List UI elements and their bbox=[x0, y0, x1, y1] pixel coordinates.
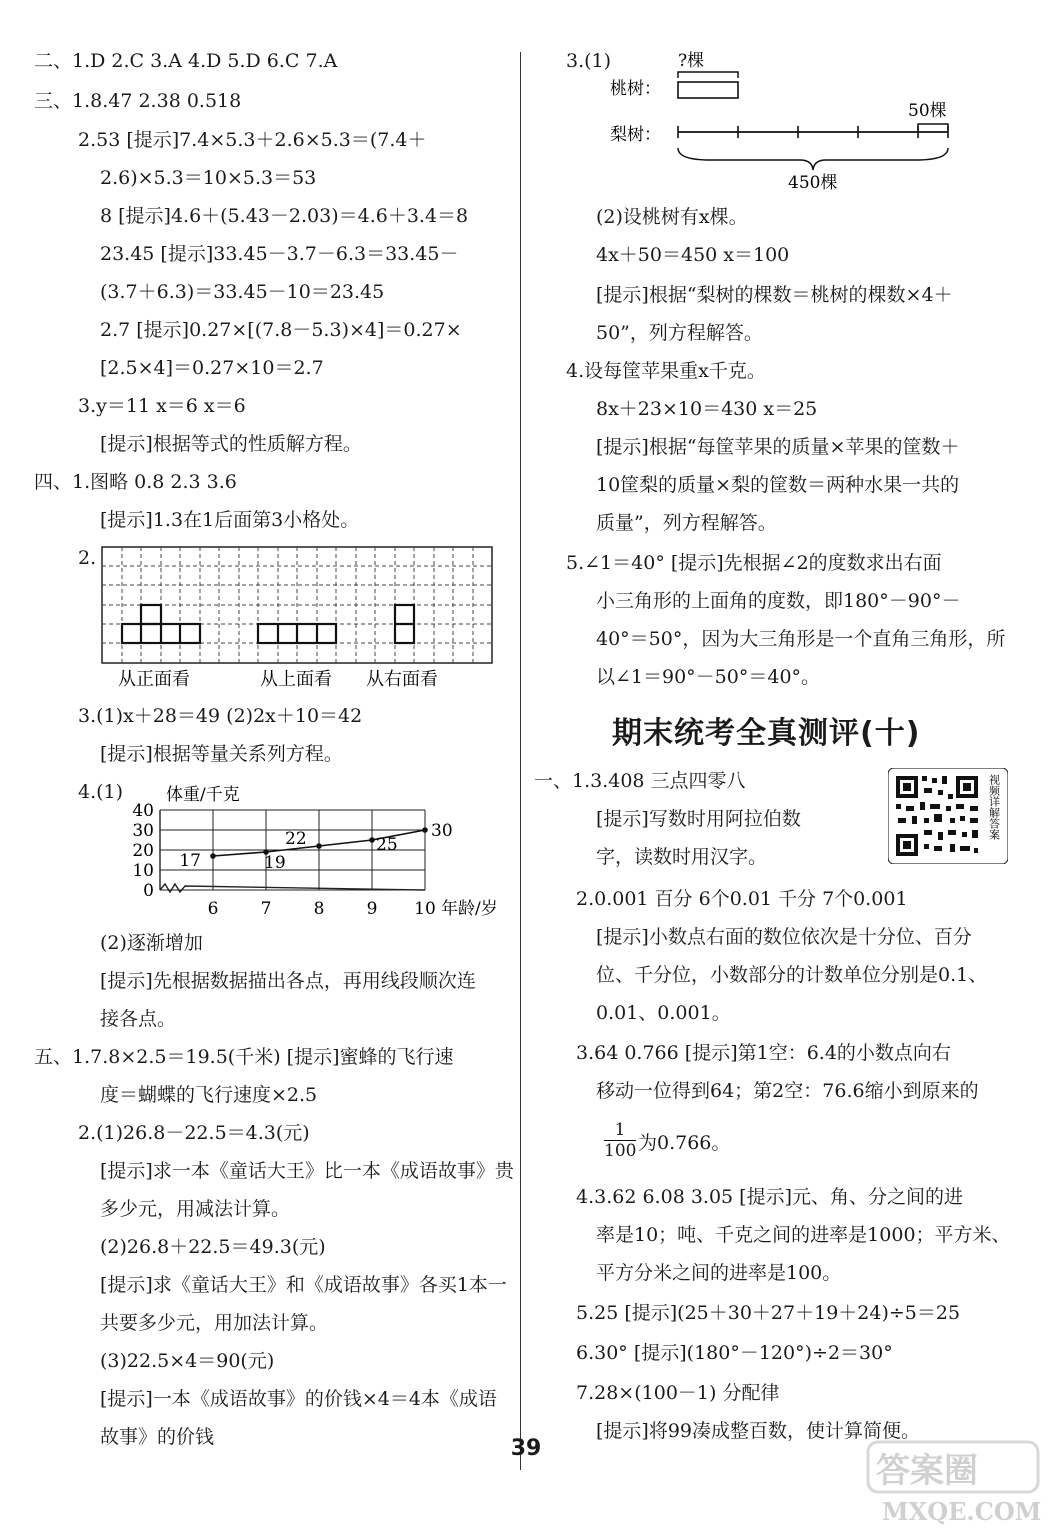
three-views-figure bbox=[100, 545, 500, 695]
pear-label: 梨树： bbox=[610, 125, 661, 145]
page-number: 39 bbox=[510, 1436, 542, 1461]
answer-line: 2.7 [提示]0.27×[(7.8－5.3)×4]＝0.27× bbox=[100, 319, 462, 341]
hint-line: 为0.766。 bbox=[638, 1132, 731, 1154]
answer-line: (3)22.5×4＝90(元) bbox=[100, 1350, 275, 1372]
y-axis-label: 体重/千克 bbox=[166, 785, 240, 805]
top-view-label: 从上面看 bbox=[260, 669, 332, 690]
answer-line: 4.设每筐苹果重x千克。 bbox=[566, 360, 766, 382]
fraction-numerator: 1 bbox=[614, 1120, 626, 1140]
hint-line: 接各点。 bbox=[100, 1008, 177, 1030]
hint-line: [提示]求《童话大王》和《成语故事》各买1本一 bbox=[100, 1274, 507, 1296]
answer-line: 2.0.001 百分 6个0.01 千分 7个0.001 bbox=[576, 888, 908, 910]
hint-line: 40°＝50°，因为大三角形是一个直角三角形，所 bbox=[596, 628, 1006, 650]
answer-line: 一、1.3.408 三点四零八 bbox=[534, 770, 746, 792]
watermark-logo bbox=[862, 1438, 1042, 1528]
answer-line: 2.(1)26.8－22.5＝4.3(元) bbox=[78, 1122, 310, 1144]
hint-line: [提示]根据“梨树的棵数＝桃树的棵数×4＋ bbox=[596, 284, 953, 306]
answer-line: (2)设桃树有x棵。 bbox=[596, 206, 748, 228]
hint-line: [提示]求一本《童话大王》比一本《成语故事》贵 bbox=[100, 1160, 514, 1182]
answer-line: 4.3.62 6.08 3.05 [提示]元、角、分之间的进 bbox=[576, 1186, 963, 1208]
hint-line: 共要多少元，用加法计算。 bbox=[100, 1312, 329, 1334]
hint-line: 50”，列方程解答。 bbox=[596, 322, 763, 344]
qr-code[interactable] bbox=[888, 768, 1008, 864]
x-tick-label: 9 bbox=[366, 899, 378, 918]
hint-line: 位、千分位，小数部分的计数单位分别是0.1、 bbox=[596, 964, 988, 986]
total-brace bbox=[678, 148, 948, 170]
tree-segment-diagram bbox=[600, 44, 980, 194]
hint-line: 以∠1＝90°－50°＝40°。 bbox=[596, 666, 821, 688]
answer-line: 3.64 0.766 [提示]第1空：6.4的小数点向右 bbox=[576, 1042, 951, 1064]
hint-line: 0.01、0.001。 bbox=[596, 1002, 731, 1024]
answer-line: (2)逐渐增加 bbox=[100, 932, 203, 954]
answer-line: 5.∠1＝40° [提示]先根据∠2的度数求出右面 bbox=[566, 552, 942, 574]
answer-line: 5.25 [提示](25＋30＋27＋19＋24)÷5＝25 bbox=[576, 1302, 961, 1324]
x-axis bbox=[160, 884, 425, 892]
y-tick-label: 0 bbox=[143, 881, 154, 901]
answer-line: 4.(1) bbox=[78, 781, 124, 803]
answer-line: 度＝蝴蝶的飞行速度×2.5 bbox=[100, 1084, 318, 1106]
x-tick-label: 10 bbox=[414, 899, 436, 918]
answer-line: 二、1.D 2.C 3.A 4.D 5.D 6.C 7.A bbox=[34, 50, 338, 72]
data-label: 17 bbox=[179, 851, 201, 871]
unknown-label: ?棵 bbox=[678, 51, 705, 71]
data-point bbox=[210, 853, 216, 859]
qr-caption: 视频详解答案 bbox=[987, 774, 1001, 840]
peach-bar bbox=[678, 82, 738, 98]
y-tick-label: 40 bbox=[132, 801, 154, 821]
hint-line: 质量”，列方程解答。 bbox=[596, 512, 777, 534]
hint-line: [提示]根据等式的性质解方程。 bbox=[100, 433, 362, 455]
y-tick-label: 30 bbox=[132, 821, 154, 841]
answer-line: 3.(1) bbox=[566, 50, 612, 72]
hint-line: [提示]1.3在1后面第3小格处。 bbox=[100, 509, 360, 531]
extra-label: 50棵 bbox=[908, 101, 947, 121]
answer-line: 8 [提示]4.6＋(5.43－2.03)＝4.6＋3.4＝8 bbox=[100, 205, 469, 227]
peach-label: 桃树： bbox=[610, 79, 661, 99]
data-label: 19 bbox=[264, 853, 286, 873]
hint-line: [提示]写数时用阿拉伯数 bbox=[596, 808, 801, 830]
hint-line: [提示]根据等量关系列方程。 bbox=[100, 743, 343, 765]
x-axis-label: 年龄/岁 bbox=[441, 899, 498, 918]
weight-line-chart bbox=[120, 778, 515, 918]
answer-line: 23.45 [提示]33.45－3.7－6.3＝33.45－ bbox=[100, 243, 459, 265]
data-label: 22 bbox=[285, 829, 307, 849]
hint-line: 故事》的价钱 bbox=[100, 1426, 215, 1448]
data-point bbox=[369, 837, 375, 843]
answer-line: 2.6)×5.3＝10×5.3＝53 bbox=[100, 167, 317, 189]
hint-line: 平方分米之间的进率是100。 bbox=[596, 1262, 842, 1284]
answer-line: (3.7＋6.3)＝33.45－10＝23.45 bbox=[100, 281, 385, 303]
fraction-denominator: 100 bbox=[604, 1141, 637, 1161]
data-point bbox=[422, 827, 428, 833]
answer-line: 3.y＝11 x＝6 x＝6 bbox=[78, 395, 246, 417]
x-tick-label: 6 bbox=[207, 899, 219, 918]
svg-text:答案圈: 答案圈 bbox=[876, 1451, 978, 1491]
data-label: 25 bbox=[376, 835, 398, 855]
fraction bbox=[604, 1120, 636, 1161]
answer-line: 2.53 [提示]7.4×5.3＋2.6×5.3＝(7.4＋ bbox=[78, 129, 427, 151]
y-tick-label: 10 bbox=[132, 861, 154, 881]
answer-line: 五、1.7.8×2.5＝19.5(千米) [提示]蜜蜂的飞行速 bbox=[34, 1046, 454, 1068]
hint-line: 小三角形的上面角的度数，即180°－90°－ bbox=[596, 590, 961, 612]
answer-line: (2)26.8＋22.5＝49.3(元) bbox=[100, 1236, 326, 1258]
answer-line: 3.(1)x＋28＝49 (2)2x＋10＝42 bbox=[78, 705, 363, 727]
hint-line: [提示]一本《成语故事》的价钱×4＝4本《成语 bbox=[100, 1388, 497, 1410]
hint-line: 10筐梨的质量×梨的筐数＝两种水果一共的 bbox=[596, 474, 960, 496]
data-label: 30 bbox=[431, 821, 453, 841]
answer-line: 2. bbox=[78, 547, 97, 569]
x-tick-label: 7 bbox=[260, 899, 272, 918]
section-title: 期末统考全真测评(十) bbox=[612, 716, 921, 751]
hint-line: [提示]小数点右面的数位依次是十分位、百分 bbox=[596, 926, 972, 948]
column-divider bbox=[520, 52, 521, 1470]
answer-line: 4x＋50＝450 x＝100 bbox=[596, 244, 790, 266]
hint-line: 字，读数时用汉字。 bbox=[596, 846, 768, 868]
hint-line: 率是10；吨、千克之间的进率是1000；平方米、 bbox=[596, 1224, 1011, 1246]
front-view-label: 从正面看 bbox=[118, 669, 190, 690]
y-tick-label: 20 bbox=[132, 841, 154, 861]
svg-text:MXQE.COM: MXQE.COM bbox=[882, 1497, 1042, 1526]
right-view-label: 从右面看 bbox=[366, 669, 438, 690]
answer-line: 6.30° [提示](180°－120°)÷2＝30° bbox=[576, 1342, 893, 1364]
answer-line: [2.5×4]＝0.27×10＝2.7 bbox=[100, 357, 324, 379]
data-point bbox=[316, 843, 322, 849]
answer-line: 7.28×(100－1) 分配律 bbox=[576, 1382, 780, 1404]
hint-line: [提示]根据“每筐苹果的质量×苹果的筐数＋ bbox=[596, 436, 960, 458]
hint-line: [提示]先根据数据描出各点，再用线段顺次连 bbox=[100, 970, 476, 992]
answer-line: 四、1.图略 0.8 2.3 3.6 bbox=[34, 471, 237, 493]
x-tick-label: 8 bbox=[313, 899, 325, 918]
answer-line: 8x＋23×10＝430 x＝25 bbox=[596, 398, 818, 420]
hint-line: 移动一位得到64；第2空：76.6缩小到原来的 bbox=[596, 1080, 979, 1102]
hint-line: [提示]将99凑成整百数，使计算简便。 bbox=[596, 1420, 921, 1442]
answer-line: 三、1.8.47 2.38 0.518 bbox=[34, 90, 242, 112]
total-label: 450棵 bbox=[788, 173, 838, 193]
hint-line: 多少元，用减法计算。 bbox=[100, 1198, 291, 1220]
